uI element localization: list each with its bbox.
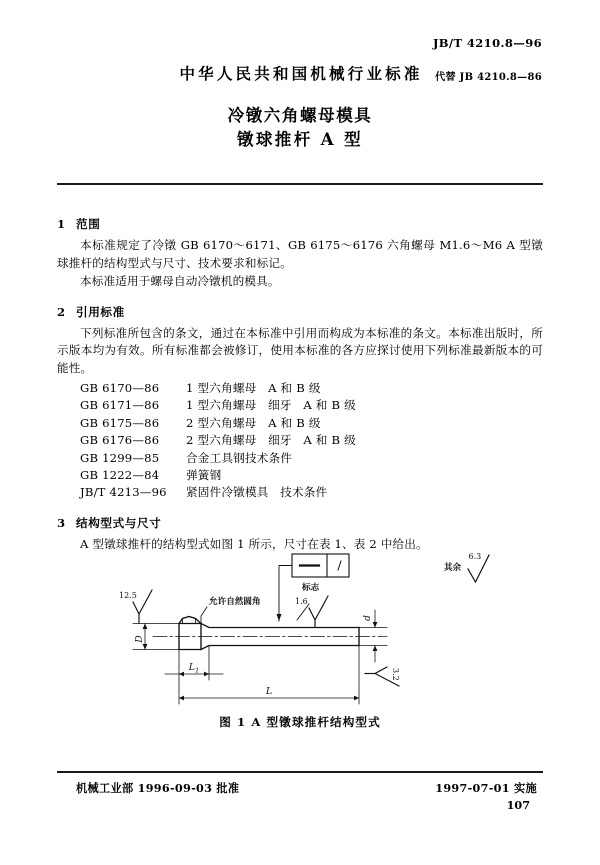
section-number-1: 1 (57, 217, 66, 231)
footer-divider (57, 771, 543, 773)
reference-item (57, 397, 543, 414)
reference-code: GB 6176—86 (80, 433, 160, 448)
standard-title-line2: 镦球推杆 A 型 (237, 130, 363, 149)
general-roughness-value: 6.3 (468, 552, 482, 561)
figure-1 (57, 528, 543, 743)
reference-item (57, 432, 543, 449)
section-number-2: 2 (57, 304, 66, 319)
section-3-paragraph-1: A 型镦球推杆的结构型式如图 1 所示，尺寸在表 1、表 2 中给出。 (80, 536, 428, 551)
reference-name: 合金工具钢技术条件 (186, 450, 293, 465)
standard-number: JB/T 4210.8—96 (432, 36, 542, 50)
reference-name: 1 型六角螺母 A 和 B 级 (186, 381, 321, 395)
marking-label: 标志 (302, 583, 320, 593)
dimension-label-d: d (363, 615, 373, 621)
natural-fillet-leader (201, 607, 207, 623)
reference-item (57, 467, 543, 484)
general-roughness-label: 其余 (443, 563, 461, 573)
section-heading-1 (57, 216, 543, 232)
reference-name: 紧固件冷镦模具 技术条件 (186, 485, 328, 500)
end-roughness-value: 3.2 (391, 668, 400, 681)
reference-name: 2 型六角螺母 A 和 B 级 (186, 415, 321, 430)
reference-code: JB/T 4213—96 (80, 485, 167, 500)
section-title-2: 引用标准 (76, 304, 125, 319)
section-2-paragraph-1: 下列标准所包含的条文，通过在本标准中引用而构成为本标准的条文。本标准出版时，所示版本均为有效。所有标准都会被修订，使用本标准的各方应探讨使用下列标准最新版本的可能性。 (57, 325, 543, 375)
page-number: 107 (506, 798, 530, 812)
reference-name: 弹簧钢 (186, 468, 222, 483)
standard-title (0, 104, 600, 152)
approval-statement: 机械工业部 1996-09-03 批准 (76, 781, 240, 795)
referenced-standards-list (57, 380, 543, 502)
marking-leader-line (277, 566, 293, 622)
implementation-date: 1997-07-01 实施 (435, 781, 537, 795)
shaft-roughness-value: 1.6 (295, 597, 308, 606)
reference-item (57, 484, 543, 501)
dimension-label-L1: $L_1$ (188, 662, 200, 675)
header-divider (57, 183, 543, 185)
national-standard-title: 中华人民共和国机械行业标准 (179, 64, 423, 83)
document-body (57, 203, 543, 554)
reference-code: GB 6171—86 (80, 398, 160, 413)
dimension-label-L: L (265, 686, 273, 697)
reference-item (57, 450, 543, 467)
standard-title-line1: 冷镦六角螺母模具 (227, 106, 373, 125)
section-title-3: 结构型式与尺寸 (76, 515, 162, 530)
marking-detail-box (292, 554, 349, 577)
reference-code: GB 1299—85 (80, 450, 160, 465)
punch-head-outline (179, 617, 201, 650)
section-heading-2 (57, 304, 543, 320)
reference-code: GB 6175—86 (80, 415, 160, 430)
reference-item (57, 415, 543, 432)
reference-name: 1 型六角螺母 细牙 A 和 B 级 (186, 398, 356, 413)
figure-caption: 图 1 A 型镦球推杆结构型式 (219, 715, 381, 729)
natural-fillet-note: 允许自然圆角 (209, 597, 261, 607)
reference-code: GB 1222—84 (80, 468, 160, 483)
section-title-1: 范围 (76, 217, 101, 231)
reference-code: GB 6170—86 (80, 381, 160, 395)
dimension-label-D: D (135, 635, 145, 643)
section-1-paragraph-1: 本标准规定了冷镦 GB 6170～6171、GB 6175～6176 六角螺母 M1.6～M6 A 型镦球推杆的结构型式与尺寸、技术要求和标记。 (57, 238, 543, 270)
section-number-3: 3 (57, 515, 66, 530)
punch-assembly-drawing (57, 528, 543, 714)
standard-replaces: 代替 JB 4210.8—86 (435, 72, 542, 83)
reference-item (57, 380, 543, 397)
reference-name: 2 型六角螺母 细牙 A 和 B 级 (186, 433, 356, 448)
head-roughness-value: 12.5 (119, 591, 137, 600)
section-1-paragraph-2: 本标准适用于螺母自动冷镦机的模具。 (80, 274, 280, 288)
